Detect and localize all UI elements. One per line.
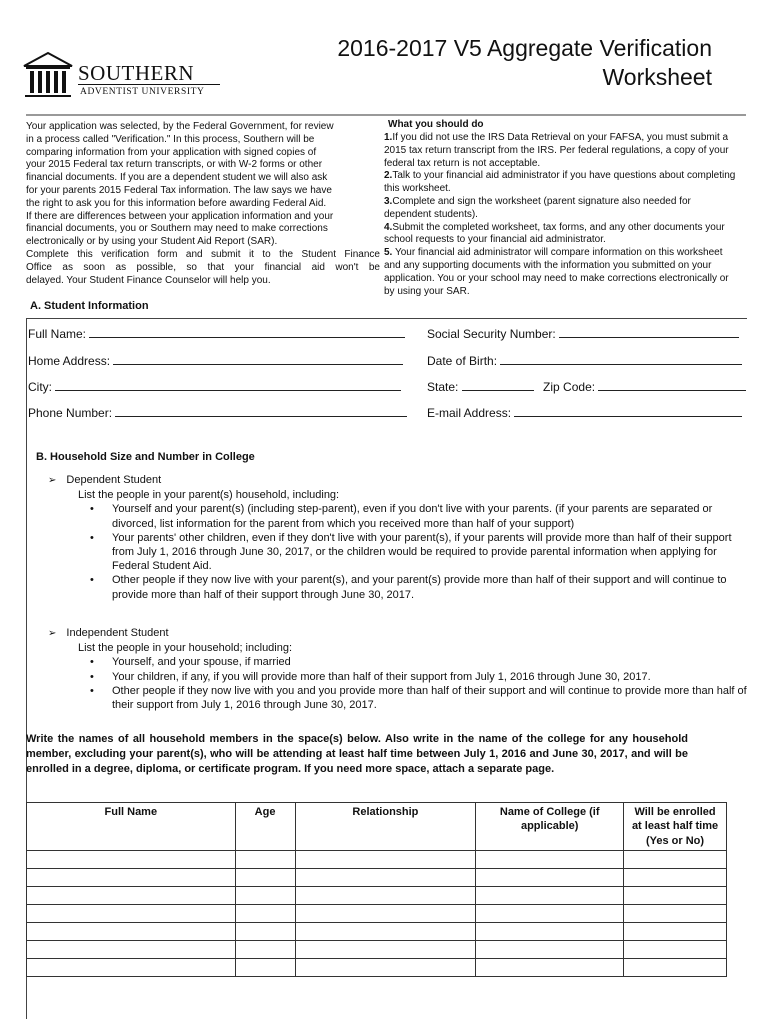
- section-a-heading: A. Student Information: [30, 300, 149, 312]
- intro-line: If there are differences between your application information and your: [26, 210, 334, 222]
- title-line-2: Worksheet: [602, 64, 712, 90]
- age-cell[interactable]: [235, 869, 295, 887]
- title-line-1: 2016-2017 V5 Aggregate Verification: [337, 35, 712, 61]
- household-table: [26, 802, 727, 977]
- dependent-block: [48, 473, 748, 602]
- step-item: [384, 170, 740, 196]
- header-divider: [26, 114, 746, 116]
- step-text: Complete and sign the worksheet (parent signature also needed for dependent students).: [384, 195, 691, 220]
- enrolled-cell[interactable]: [624, 905, 727, 923]
- college-cell[interactable]: [476, 941, 624, 959]
- intro-line: financial documents. If you are a dependent student we will also ask: [26, 172, 328, 184]
- name-cell[interactable]: [27, 959, 236, 977]
- state-label: State:: [427, 380, 459, 394]
- logo-name: SOUTHERN: [78, 61, 195, 85]
- enrolled-cell[interactable]: [624, 959, 727, 977]
- name-cell[interactable]: [27, 887, 236, 905]
- enrolled-cell[interactable]: [624, 941, 727, 959]
- intro-line: Your application was selected, by the Federal Government, for review: [26, 121, 334, 132]
- dob-label: Date of Birth:: [427, 354, 498, 368]
- col-full-name: Full Name: [27, 803, 236, 851]
- college-cell[interactable]: [476, 905, 624, 923]
- name-cell[interactable]: [27, 941, 236, 959]
- relationship-cell[interactable]: [295, 851, 476, 869]
- college-cell[interactable]: [476, 851, 624, 869]
- relationship-cell[interactable]: [295, 905, 476, 923]
- zip-label: Zip Code:: [543, 380, 596, 394]
- college-cell[interactable]: [476, 869, 624, 887]
- steps-list: [384, 132, 740, 298]
- age-cell[interactable]: [235, 959, 295, 977]
- step-number: 2.: [384, 170, 393, 182]
- age-cell[interactable]: [235, 851, 295, 869]
- table-row: [27, 887, 727, 905]
- table-row: [27, 905, 727, 923]
- dependent-title: Dependent Student: [66, 474, 162, 486]
- age-cell[interactable]: [235, 887, 295, 905]
- phone-row: [28, 405, 407, 420]
- list-item: • Other people if they now live with your parent(s), and your parent(s) provide more than half of their support and will continue to provide more than half of their support through June 30, 2017.: [90, 573, 748, 601]
- col-age: Age: [235, 803, 295, 851]
- city-label: City:: [28, 380, 52, 394]
- logo-subtitle: ADVENTIST UNIVERSITY: [80, 87, 205, 97]
- name-cell[interactable]: [27, 851, 236, 869]
- dob-row: [427, 353, 742, 368]
- list-item: • Your children, if any, if you will provide more than half of their support from July 1, 2016 through June 30, 2017.: [90, 670, 748, 684]
- intro-line: delayed. Your Student Finance Counselor will help you.: [26, 274, 271, 286]
- phone-label: Phone Number:: [28, 406, 113, 420]
- enrolled-cell[interactable]: [624, 887, 727, 905]
- state-zip-row: [427, 379, 746, 394]
- ssn-field[interactable]: [559, 326, 739, 338]
- phone-field[interactable]: [115, 405, 407, 417]
- household-instructions: Write the names of all household members in the space(s) below. Also write in the name of the college for any household member, excluding your parent(s), who will be attending at least half time between July 1, 2016 and June 30, 2017, and will be enrolled in a degree, diploma, or certificate program. If you need more space, attach a separate page.: [26, 733, 688, 776]
- independent-block: [48, 626, 748, 712]
- state-field[interactable]: [462, 379, 534, 391]
- college-cell[interactable]: [476, 959, 624, 977]
- enrolled-cell[interactable]: [624, 851, 727, 869]
- name-cell[interactable]: [27, 905, 236, 923]
- step-item: [384, 132, 740, 170]
- table-row: [27, 941, 727, 959]
- full-name-row: [28, 326, 405, 341]
- college-cell[interactable]: [476, 887, 624, 905]
- table-row: [27, 869, 727, 887]
- name-cell[interactable]: [27, 869, 236, 887]
- email-field[interactable]: [514, 405, 742, 417]
- full-name-field[interactable]: [89, 326, 405, 338]
- age-cell[interactable]: [235, 941, 295, 959]
- list-item: • Yourself, and your spouse, if married: [90, 655, 748, 669]
- name-cell[interactable]: [27, 923, 236, 941]
- table-row: [27, 923, 727, 941]
- ssn-label: Social Security Number:: [427, 327, 556, 341]
- intro-line: the right to ask you for this information before awarding Federal Aid.: [26, 197, 327, 209]
- enrolled-cell[interactable]: [624, 869, 727, 887]
- zip-field[interactable]: [598, 379, 746, 391]
- step-number: 3.: [384, 195, 393, 207]
- logo-rule: [78, 84, 220, 85]
- home-address-field[interactable]: [113, 353, 403, 365]
- email-row: [427, 405, 742, 420]
- relationship-cell[interactable]: [295, 869, 476, 887]
- independent-list: [90, 655, 748, 712]
- step-number: 4.: [384, 221, 393, 233]
- email-label: E-mail Address:: [427, 406, 512, 420]
- home-address-label: Home Address:: [28, 354, 111, 368]
- city-row: [28, 379, 401, 394]
- table-row: [27, 959, 727, 977]
- ssn-row: [427, 326, 739, 341]
- arrow-bullet-icon: ➢: [48, 628, 57, 639]
- step-item: [384, 247, 740, 298]
- university-logo: [22, 50, 222, 102]
- intro-line: Complete this verification form and submit it to the Student Finance: [26, 248, 380, 260]
- table-header-row: [27, 803, 727, 851]
- step-number: 5.: [384, 247, 393, 259]
- dependent-list: [90, 502, 748, 601]
- relationship-cell[interactable]: [295, 887, 476, 905]
- dob-field[interactable]: [500, 353, 742, 365]
- independent-intro: List the people in your household; including:: [78, 642, 293, 655]
- list-item: • Yourself and your parent(s) (including step-parent), even if you don't live with your parents. (if your parents are separated or divorced, list information for the parent from which you received more than half of your support): [90, 502, 748, 530]
- enrolled-cell[interactable]: [624, 923, 727, 941]
- list-item: • Other people if they now live with you and you provide more than half of their support and will continue to provide more than half of their support from July 1, 2016 through June 30, 2017.: [90, 684, 748, 712]
- college-cell[interactable]: [476, 923, 624, 941]
- dependent-intro: List the people in your parent(s) household, including:: [78, 489, 340, 502]
- steps-heading: What you should do: [388, 119, 484, 130]
- intro-line: financial documents, you or Southern may need to make corrections: [26, 223, 328, 235]
- intro-line: comparing information from your application with signed copies of: [26, 146, 317, 158]
- arrow-bullet-icon: ➢: [48, 475, 57, 486]
- step-item: [384, 196, 740, 222]
- step-text: Submit the completed worksheet, tax forms, and any other documents your school requests to your financial aid administrator.: [384, 221, 725, 246]
- age-cell[interactable]: [235, 923, 295, 941]
- section-b-heading: B. Household Size and Number in College: [36, 451, 255, 463]
- page-title: [272, 34, 712, 92]
- intro-line: your 2015 Federal tax return transcripts, or with W-2 forms or other: [26, 159, 323, 171]
- age-cell[interactable]: [235, 905, 295, 923]
- list-item: • Your parents' other children, even if they don't live with your parent(s), if your parents will provide more than half of their support from July 1, 2016 through June 30, 2017, or the children would be required to provide parental information when applying for Federal Student Aid.: [90, 531, 748, 574]
- building-columns-icon: [22, 50, 74, 102]
- col-relationship: Relationship: [295, 803, 476, 851]
- intro-line: in a process called "Verification." In this process, Southern will be: [26, 133, 315, 145]
- home-address-row: [28, 353, 403, 368]
- step-item: [384, 222, 740, 248]
- intro-line: electronically or by using your Student Aid Report (SAR).: [26, 236, 278, 248]
- intro-paragraph: [26, 121, 380, 287]
- relationship-cell[interactable]: [295, 923, 476, 941]
- col-enrolled: Will be enrolled at least half time (Yes or No): [624, 803, 727, 851]
- step-text: Your financial aid administrator will compare information on this worksheet and any supporting documents with the information you submitted on your application. You or your school may need to make corrections electronically or by using your SAR.: [384, 247, 729, 297]
- full-name-label: Full Name:: [28, 327, 87, 341]
- table-row: [27, 851, 727, 869]
- step-number: 1.: [384, 132, 393, 143]
- intro-line: Office as soon as possible, so that your financial aid won't be: [26, 261, 380, 273]
- relationship-cell[interactable]: [295, 959, 476, 977]
- city-field[interactable]: [55, 379, 401, 391]
- step-text: Talk to your financial aid administrator if you have questions about completing this worksheet.: [384, 170, 736, 195]
- step-text: If you did not use the IRS Data Retrieval on your FAFSA, you must submit a 2015 tax return transcript from the IRS. Per federal regulations, a copy of your federal tax return is not acceptable.: [384, 132, 729, 169]
- intro-line: for your parents 2015 Federal Tax information. The law says we have: [26, 184, 332, 196]
- col-college: Name of College (if applicable): [476, 803, 624, 851]
- relationship-cell[interactable]: [295, 941, 476, 959]
- independent-title: Independent Student: [66, 627, 169, 639]
